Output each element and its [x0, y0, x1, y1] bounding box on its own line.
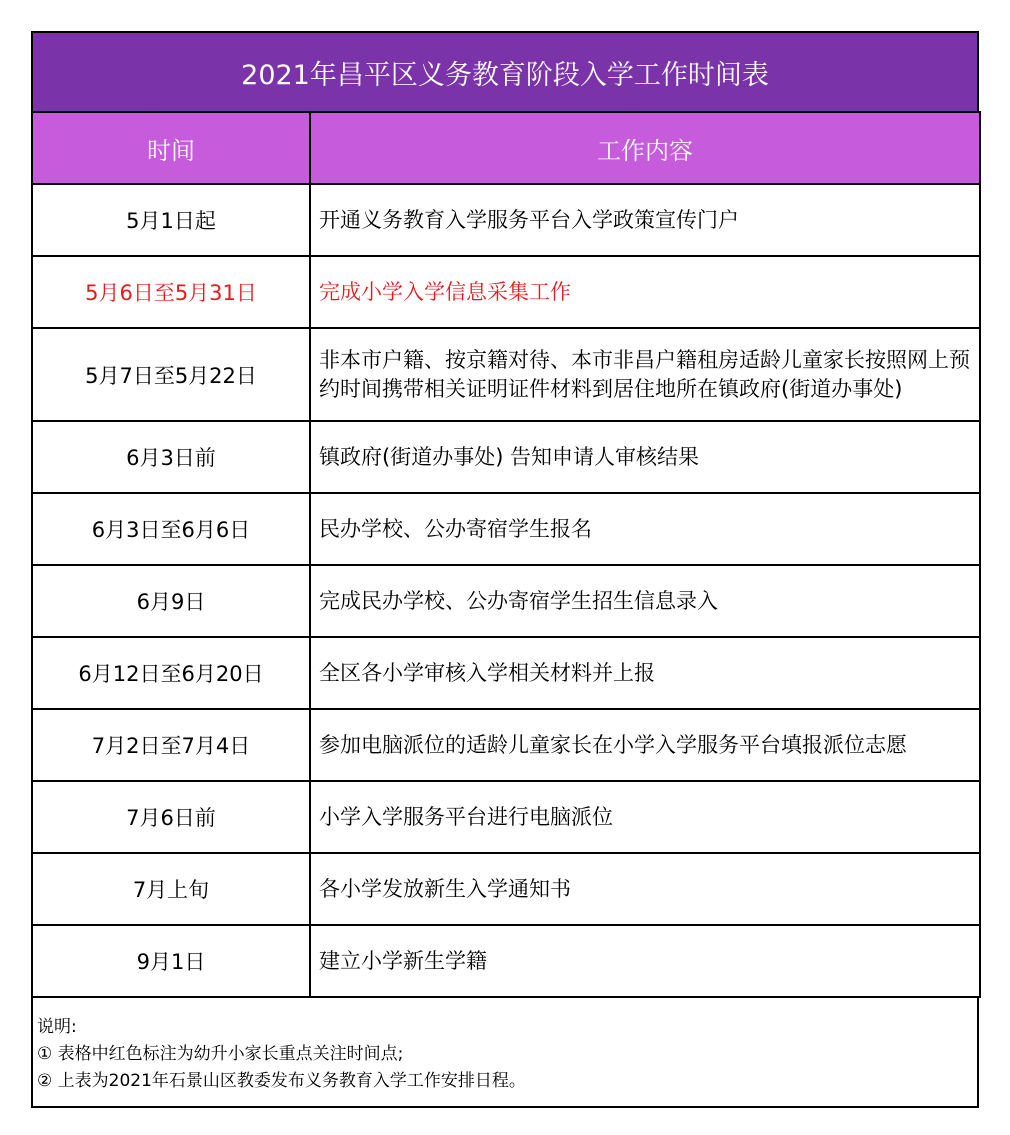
header-content: 工作内容: [310, 112, 980, 184]
note-item: ① 表格中红色标注为幼升小家长重点关注时间点;: [37, 1044, 404, 1064]
row-content: 小学入学服务平台进行电脑派位: [310, 781, 980, 853]
notes-heading: 说明:: [37, 1017, 77, 1037]
row-time: 7月上旬: [32, 853, 310, 925]
table-row: [32, 421, 980, 493]
table-row: [32, 925, 980, 997]
row-content: 全区各小学审核入学相关材料并上报: [310, 637, 980, 709]
row-content: 非本市户籍、按京籍对待、本市非昌户籍租房适龄儿童家长按照网上预约时间携带相关证明证件材料到居住地所在镇政府(街道办事处): [310, 328, 980, 421]
table-row: [32, 853, 980, 925]
table-row: [32, 565, 980, 637]
schedule-table: [31, 111, 981, 998]
row-time: 6月12日至6月20日: [32, 637, 310, 709]
schedule-sheet: [31, 31, 979, 1108]
header-row: [32, 112, 980, 184]
row-time: 7月2日至7月4日: [32, 709, 310, 781]
header-time: 时间: [32, 112, 310, 184]
row-time: 9月1日: [32, 925, 310, 997]
row-content: 完成民办学校、公办寄宿学生招生信息录入: [310, 565, 980, 637]
table-row: [32, 781, 980, 853]
notes-section: [31, 998, 979, 1108]
row-time: 5月6日至5月31日: [32, 256, 310, 328]
row-time: 6月3日前: [32, 421, 310, 493]
table-row: [32, 637, 980, 709]
row-time: 7月6日前: [32, 781, 310, 853]
row-content: 开通义务教育入学服务平台入学政策宣传门户: [310, 184, 980, 256]
table-row: [32, 709, 980, 781]
row-content: 建立小学新生学籍: [310, 925, 980, 997]
table-row: [32, 493, 980, 565]
table-row-highlight: [32, 256, 980, 328]
row-time: 5月1日起: [32, 184, 310, 256]
table-title: 2021年昌平区义务教育阶段入学工作时间表: [31, 31, 979, 111]
table-row: [32, 184, 980, 256]
row-time: 6月9日: [32, 565, 310, 637]
row-content: 民办学校、公办寄宿学生报名: [310, 493, 980, 565]
note-item: ② 上表为2021年石景山区教委发布义务教育入学工作安排日程。: [37, 1071, 526, 1091]
row-content: 各小学发放新生入学通知书: [310, 853, 980, 925]
row-content: 完成小学入学信息采集工作: [310, 256, 980, 328]
row-time: 6月3日至6月6日: [32, 493, 310, 565]
row-content: 镇政府(街道办事处) 告知申请人审核结果: [310, 421, 980, 493]
row-time: 5月7日至5月22日: [32, 328, 310, 421]
row-content: 参加电脑派位的适龄儿童家长在小学入学服务平台填报派位志愿: [310, 709, 980, 781]
table-row: [32, 328, 980, 421]
